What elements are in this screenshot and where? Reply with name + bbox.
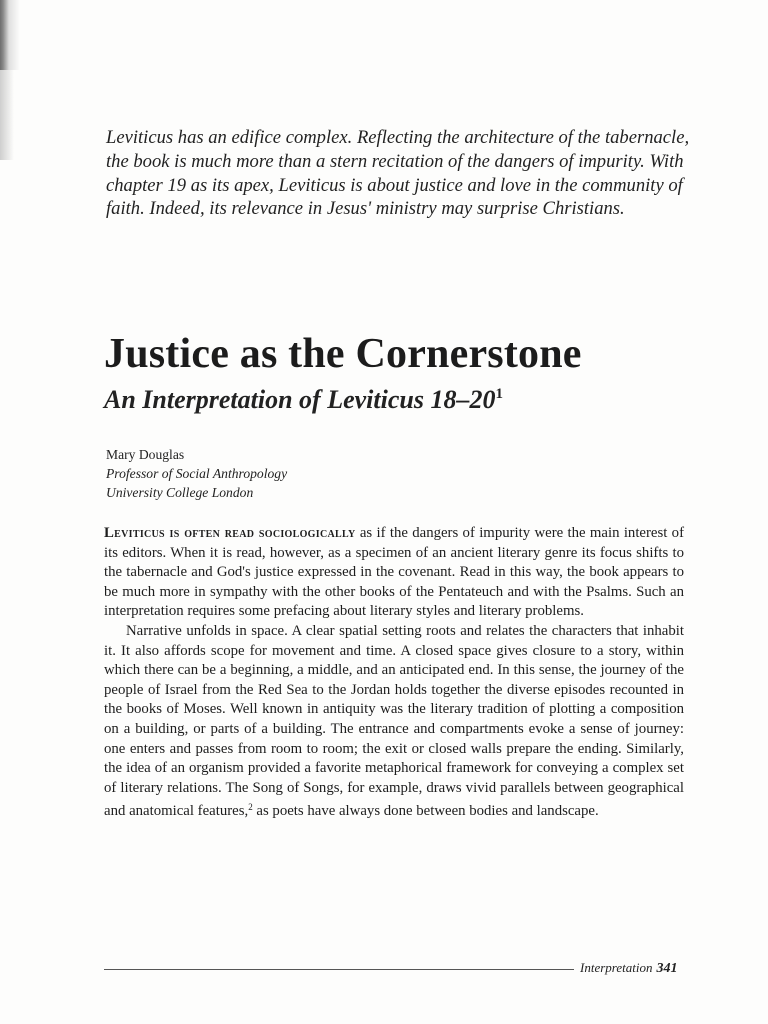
body-paragraph-1	[104, 524, 684, 622]
article-subtitle-text: An Interpretation of Leviticus 18–20	[104, 385, 496, 414]
article-body	[104, 524, 684, 822]
subtitle-footnote-marker: 1	[495, 386, 503, 402]
paragraph-lead-in: Leviticus is often read sociologically	[104, 525, 356, 541]
author-institution: University College London	[106, 485, 254, 500]
author-position: Professor of Social Anthropology	[106, 466, 288, 481]
article-title: Justice as the Cornerstone	[104, 331, 582, 377]
footnote-marker-2: 2	[248, 802, 253, 813]
scan-edge-shadow	[0, 0, 22, 70]
body-paragraph-2	[104, 622, 684, 822]
page-footer	[580, 960, 677, 977]
article-subtitle	[104, 385, 503, 415]
page-number: 341	[656, 961, 678, 976]
epigraph: Leviticus has an edifice complex. Reflecting the architecture of the tabernacle, the book is much more than a stern recitation of the dangers of impurity. With chapter 19 as its apex, Leviticus is about justice and love in the community of faith. Indeed, its relevance in Jesus' ministry may surprise Christians.	[106, 127, 690, 220]
footer-rule	[104, 969, 574, 970]
journal-name: Interpretation	[580, 960, 653, 975]
author-name: Mary Douglas	[106, 447, 185, 462]
scan-edge-shadow-lower	[0, 70, 14, 160]
body-paragraph-2-end: as poets have always done between bodies and landscape.	[252, 803, 599, 820]
body-paragraph-2-text: Narrative unfolds in space. A clear spatial setting roots and relates the characters that inhabit it. It also affords scope for movement and time. A closed space gives closure to a story, within which there can be a beginning, a middle, and an anticipated end. In this sense, the journey of the people of Israel from the Red Sea to the Jordan holds together the diverse episodes recounted in the books of Moses. Well known in antiquity was the literary tradition of plotting a composition on a building, or parts of a building. The entrance and compartments evoke a sense of journey: one enters and passes from room to room; the exit or closed walls prepare the ending. Similarly, the idea of an organism provided a favorite metaphorical framework for conveying a complex set of literary relations. The Song of Songs, for example, draws vivid parallels between geographical and anatomical features,	[104, 622, 684, 820]
author-block	[106, 445, 287, 502]
body-paragraph-1-text: as if the dangers of impurity were the main interest of its editors. When it is read, however, as a specimen of an ancient literary genre its focus shifts to the tabernacle and God's justice expressed in the covenant. Read in this way, the book appears to be much more in sympathy with the other books of the Pentateuch and with the Psalms. Such an interpretation requires some prefacing about literary styles and literary problems.	[104, 525, 685, 620]
